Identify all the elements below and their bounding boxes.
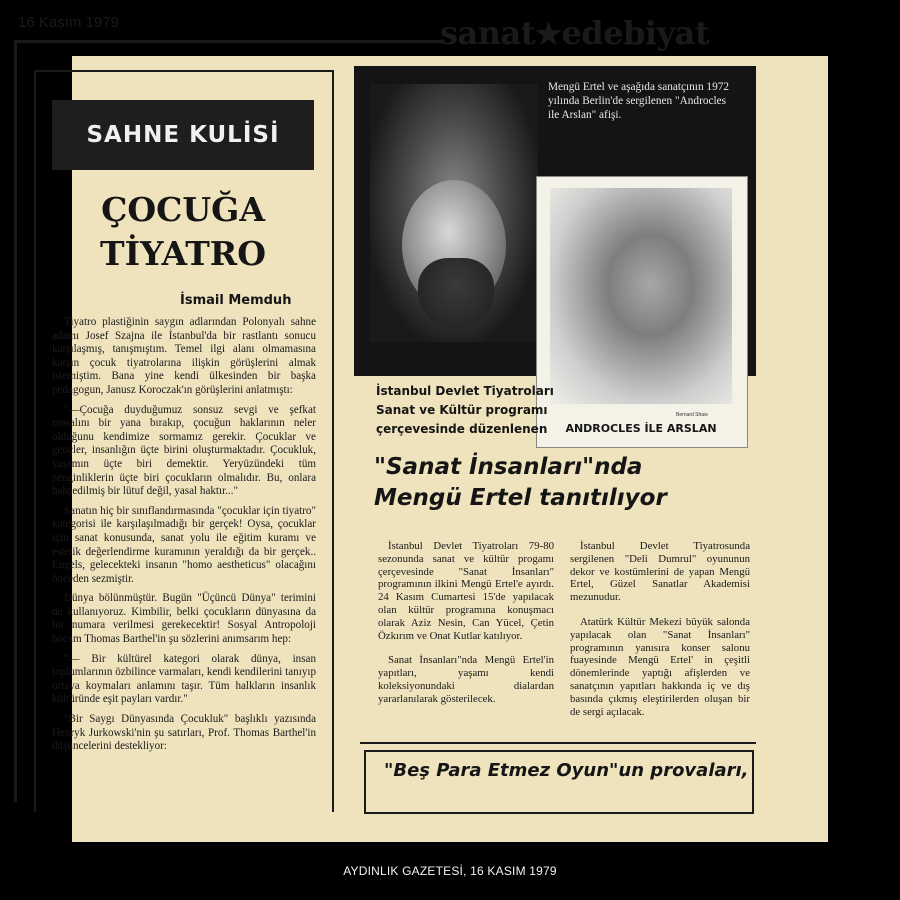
article-author: İsmail Memduh (180, 293, 292, 308)
paragraph: Atatürk Kültür Mekezi büyük salonda yapılacak olan "Sanat İnsanları" programının yanısıra konser salonu fuayesinde Mengü Ertel' in çeşitli dönemlerinde yaptığı afişlerden ve sanatçının yapıtları hakkında iç ve dış basında çıkmış eleştirilerden oluşan bir de sergi açılacak. (570, 615, 750, 718)
section-right-word: edebiyat (561, 14, 710, 52)
headline-line: TİYATRO (100, 234, 266, 273)
paragraph: Sanatın hiç bir sınıflandırmasında "çocuklar için tiyatro" kategorisi ile karşılaşılmadığı bir gerçek! Oysa, çocuklar için sanat konusunda, sanat yolu ile eğitim kuramı ve estetik değerlendirme kuramının yeraldığı da bir gerçek.. Engels, gelecekteki insanın "homo aestheticus" olacağını önceden sezmiştir. (52, 504, 316, 585)
image-caption: AYDINLIK GAZETESİ, 16 KASIM 1979 (343, 864, 557, 878)
kicker-line: Sanat ve Kültür programı (376, 403, 548, 417)
photo-caption: Mengü Ertel ve aşağıda sanatçının 1972 yılında Berlin'de sergilenen "Androcles ile Arslan" afişi. (548, 81, 730, 121)
bottom-box-headline: "Beş Para Etmez Oyun"un provaları, (384, 760, 749, 781)
paragraph: İstanbul Devlet Tiyatroları 79-80 sezonunda sanat ve kültür progamı çerçevesinde "Sanat İnsanları" programının ilkini Mengü Ertel'e ayırdı. 24 Kasım Cumartesi 15'de yapılacak olan kültür programına konuşmacı olarak Aziz Nesin, Can Yücel, Çetin Özkırım ve Onat Kutlar katılıyor. (378, 540, 554, 642)
article-body (52, 316, 316, 760)
paragraph: Dünya bölünmüştür. Bugün "Üçüncü Dünya" terimini de kullanıyoruz. Kimbilir, belki çocukların dünyasına da bir numara verilmesi gerekecektir! Sosyal Antropoloji hocam Thomas Barthel'in şu sözlerini anımsarım hep: (52, 592, 316, 646)
star-icon: ★ (535, 17, 562, 52)
column-label-bar (52, 100, 314, 170)
paragraph: Sanat İnsanları"nda Mengü Ertel'in yapıtları, yaşamı kendi koleksiyonundaki dialardan yararlanılarak gösterilecek. (378, 654, 554, 705)
headline-line: ÇOCUĞA (101, 190, 265, 229)
paragraph: Tiyatro plastiğinin saygın adlarından Polonyalı sahne adamı Josef Szajna ile İstanbul'da bir rastlantı sonucu karşılaşmış, tanışmıştım. Temel ilgi alanı olmamasına karşın çocuk tiyatrolarına ilişkin görüşlerini almak istemiştim. Bana yine kendi ülkesinden bir başka pedagogun, Janusz Koroczak'ın görüşlerini anlatmıştı: (52, 316, 316, 396)
poster-small-text: Bernard Shaw (676, 412, 708, 418)
portrait-beard (418, 258, 494, 328)
top-rule (14, 40, 444, 43)
feature-headline-line: Mengü Ertel tanıtılıyor (374, 485, 667, 511)
feature-headline-line: "Sanat İnsanları"nda (374, 454, 643, 480)
paragraph: "— Bir kültürel kategori olarak dünya, insan toplumlarının özbilince varmaları, kendi kendilerini tanıyıp ortaya koymaları anlamını taşır. Tüm halkların insanlık kültüründe eşit payları vardır." (52, 652, 316, 706)
kicker-line: çerçevesinde düzenlenen (376, 422, 548, 436)
poster-artwork (550, 188, 732, 404)
left-frame-rule (14, 42, 17, 802)
poster-title: ANDROCLES İLE ARSLAN (565, 422, 717, 435)
column-label: SAHNE KULİSİ (86, 122, 280, 148)
section-left-word: sanat (440, 14, 536, 52)
feature-headline (374, 452, 754, 514)
feature-kicker (376, 382, 556, 439)
paragraph: İstanbul Devlet Tiyatrosunda sergilenen "Deli Dumrul" oyununun dekor ve kostümlerini de yapan Mengü Ertel, Güzel Sanatlar Akademisi mezunudur. (570, 540, 750, 604)
bottom-box-rule (360, 742, 756, 744)
article-headline (52, 188, 314, 276)
section-title (440, 14, 709, 52)
kicker-line: İstanbul Devlet Tiyatroları (376, 384, 554, 398)
paragraph: "—Çocuğa duyduğumuz sonsuz sevgi ve şefkat masalını bir yana bırakıp, çocuğun haklarının neler olduğunu kendimize sormamız gerekir. Çocuklar ve gençler, insanlığın üçte birini oluşturmaktadır. Çocukluk, yaşamın üçte biri demektir. Yeryüzündeki tüm zenginliklerin üçte biri çocukların olmalıdır. Bu, onlara bahşedilmiş bir lütuf değil, yasal haktır..." (52, 403, 316, 498)
feature-column-a (378, 540, 554, 718)
paragraph: "Bir Saygı Dünyasında Çocukluk" başlıklı yazısında Henryk Jurkowski'nin şu satırları, Prof. Thomas Barthel'in düşüncelerini destekliyor: (52, 713, 316, 753)
date-line: 16 Kasım 1979 (18, 14, 119, 31)
feature-column-b (570, 540, 750, 730)
